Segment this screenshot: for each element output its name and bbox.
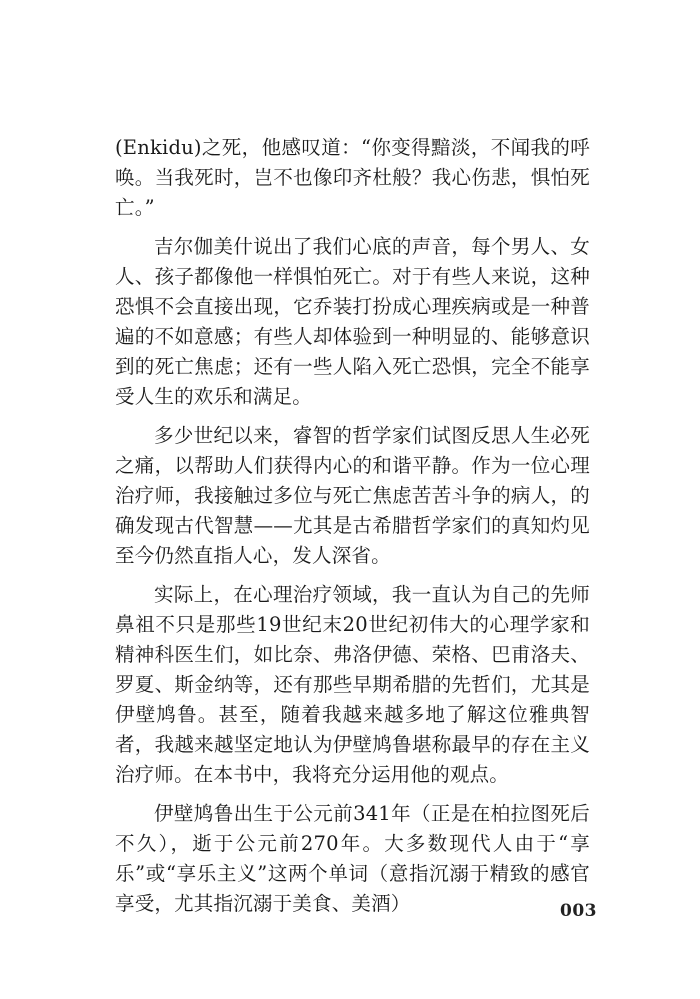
body-text [115, 133, 590, 919]
page-number: 003 [560, 901, 597, 921]
paragraph: 实际上，在心理治疗领域，我一直认为自己的先师鼻祖不只是那些19世纪末20世纪初伟大的心理学家和精神科医生们，如比奈、弗洛伊德、荣格、巴甫洛夫、罗夏、斯金纳等，还有那些早期希腊的先哲们，尤其是伊壁鸠鲁。甚至，随着我越来越多地了解这位雅典智者，我越来越坚定地认为伊壁鸠鲁堪称最早的存在主义治疗师。在本书中，我将充分运用他的观点。 [115, 583, 590, 786]
paragraph-continued: (Enkidu)之死，他感叹道：“你变得黯淡，不闻我的呼唤。当我死时，岂不也像印齐杜般？我心伤悲，惧怕死亡。” [115, 136, 590, 219]
paragraph: 伊壁鸠鲁出生于公元前341年（正是在柏拉图死后不久），逝于公元前270年。大多数现代人由于“享乐”或“享乐主义”这两个单词（意指沉溺于精致的感官享受，尤其指沉溺于美食、美酒） [115, 802, 590, 915]
paragraph: 吉尔伽美什说出了我们心底的声音，每个男人、女人、孩子都像他一样惧怕死亡。对于有些人来说，这种恐惧不会直接出现，它乔装打扮成心理疾病或是一种普遍的不如意感；有些人却体验到一种明显的、能够意识到的死亡焦虑；还有一些人陷入死亡恐惧，完全不能享受人生的欢乐和满足。 [115, 235, 590, 408]
paragraph: 多少世纪以来，睿智的哲学家们试图反思人生必死之痛，以帮助人们获得内心的和谐平静。作为一位心理治疗师，我接触过多位与死亡焦虑苦苦斗争的病人，的确发现古代智慧——尤其是古希腊哲学家们的真知灼见至今仍然直指人心，发人深省。 [115, 424, 590, 567]
